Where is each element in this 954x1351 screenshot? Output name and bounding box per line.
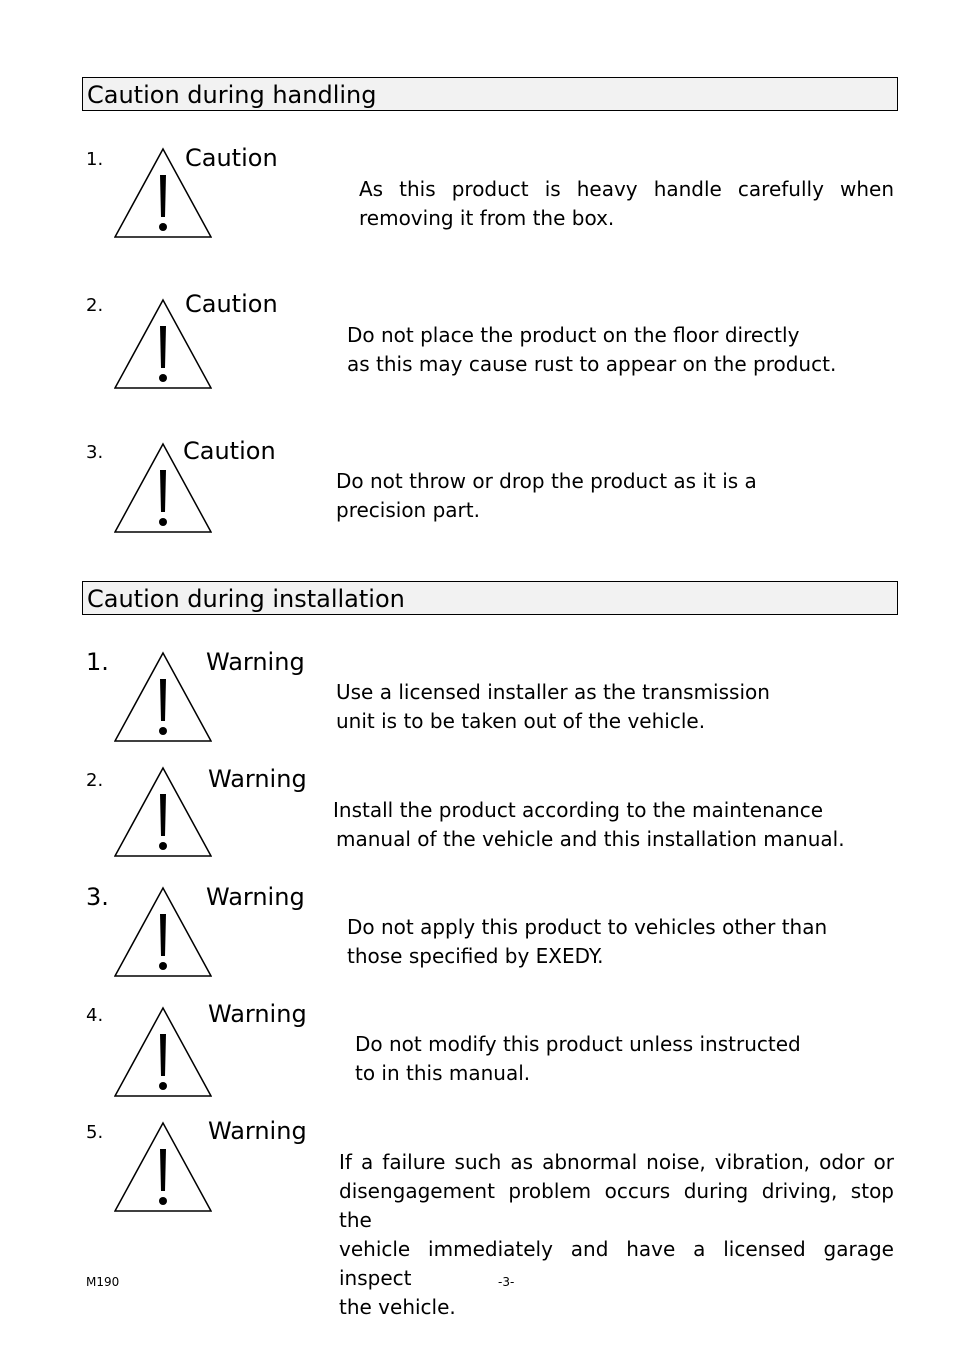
item-label: Caution (183, 437, 276, 465)
item-label: Warning (206, 648, 305, 676)
desc-line: Install the product according to the maintenance (333, 798, 823, 822)
item-label: Warning (208, 1000, 307, 1028)
document-code: M190 (86, 1275, 120, 1289)
desc-line: to in this manual. (355, 1061, 531, 1085)
item-number: 1. (86, 149, 104, 170)
desc-line: disengagement problem occurs during driving, stop the (339, 1179, 894, 1232)
warning-triangle-icon (114, 1006, 212, 1098)
item-description (336, 678, 770, 736)
desc-line: those specified by EXEDY. (347, 944, 604, 968)
item-description (339, 1148, 894, 1322)
desc-line: manual of the vehicle and this installation manual. (336, 827, 845, 851)
item-number: 5. (86, 1122, 104, 1143)
desc-line: As this product is heavy handle carefully when (359, 177, 894, 201)
section-header-installation (82, 581, 898, 615)
desc-line: Do not modify this product unless instructed (355, 1032, 801, 1056)
item-label: Warning (208, 1117, 307, 1145)
desc-line: unit is to be taken out of the vehicle. (336, 709, 706, 733)
desc-line: Do not throw or drop the product as it is a (336, 469, 757, 493)
item-description (347, 321, 836, 379)
item-description (355, 1030, 801, 1088)
desc-line: precision part. (336, 498, 480, 522)
item-description (336, 467, 757, 525)
desc-line: the vehicle. (339, 1295, 456, 1319)
section-title: Caution during installation (87, 585, 405, 613)
item-label: Warning (208, 765, 307, 793)
item-number: 2. (86, 295, 104, 316)
section-header-handling (82, 77, 898, 111)
item-description (347, 913, 827, 971)
item-label: Caution (185, 290, 278, 318)
warning-triangle-icon (114, 147, 212, 239)
item-label: Caution (185, 144, 278, 172)
item-number: 2. (86, 770, 104, 791)
section-title: Caution during handling (87, 81, 377, 109)
warning-triangle-icon (114, 298, 212, 390)
warning-triangle-icon (114, 1121, 212, 1213)
desc-line: If a failure such as abnormal noise, vibration, odor or (339, 1150, 894, 1174)
item-description (333, 796, 845, 854)
desc-line: as this may cause rust to appear on the product. (347, 352, 837, 376)
desc-line: Do not apply this product to vehicles other than (347, 915, 828, 939)
item-number: 4. (86, 1005, 104, 1026)
desc-line: removing it from the box. (359, 206, 615, 230)
item-number: 3. (86, 442, 104, 463)
warning-triangle-icon (114, 766, 212, 858)
desc-line: Use a licensed installer as the transmission (336, 680, 770, 704)
warning-triangle-icon (114, 651, 212, 743)
warning-triangle-icon (114, 442, 212, 534)
item-description (359, 175, 894, 233)
item-label: Warning (206, 883, 305, 911)
warning-triangle-icon (114, 886, 212, 978)
item-number: 3. (86, 883, 109, 911)
desc-line: vehicle immediately and have a licensed garage inspect (339, 1237, 894, 1290)
page-number: -3- (498, 1275, 515, 1289)
desc-line: Do not place the product on the floor directly (347, 323, 800, 347)
item-number: 1. (86, 648, 109, 676)
